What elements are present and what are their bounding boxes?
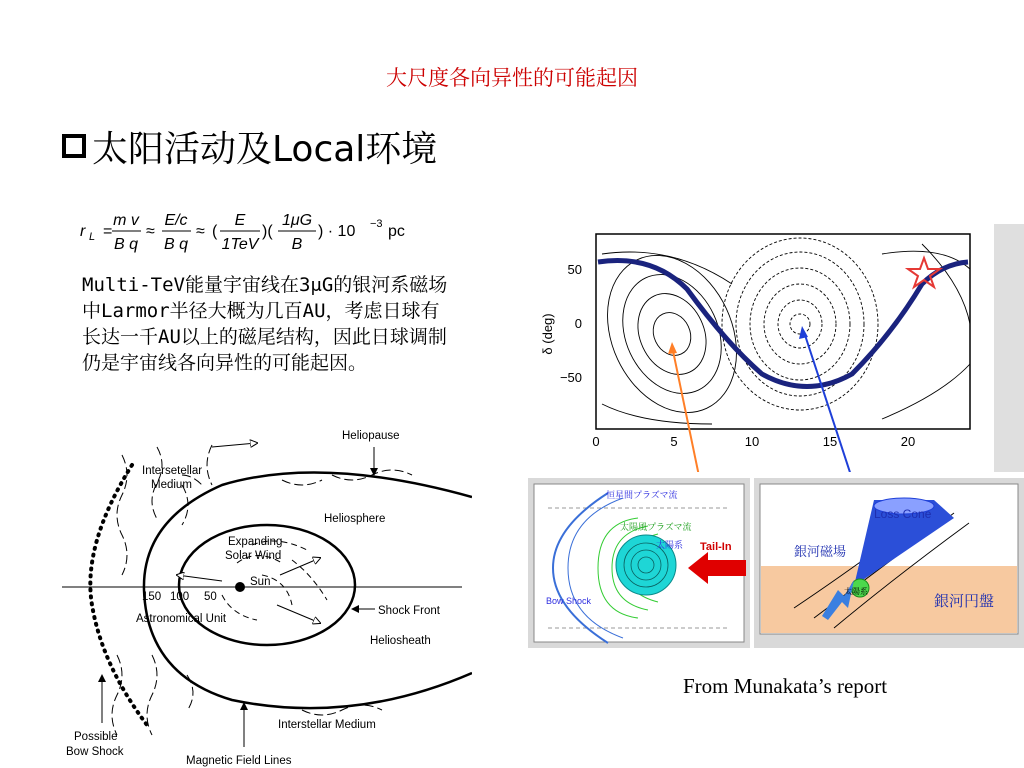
label-loss-cone: Loss Cone — [874, 507, 932, 521]
label-galactic-field: 銀河磁場 — [794, 544, 847, 559]
label-bow-shock: Bow Shock — [66, 746, 124, 758]
xtick-15: 15 — [822, 434, 838, 449]
formula-tail: ) · 10 — [318, 223, 356, 240]
label-heliopause: Heliopause — [342, 430, 400, 442]
credit-caption: From Munakata’s report — [683, 674, 888, 698]
formula-t1-den: B q — [113, 236, 139, 253]
ytick-50: 50 — [567, 262, 582, 277]
bullet-square-icon — [62, 134, 86, 158]
label-heliosphere: Heliosphere — [324, 513, 386, 525]
ytick-0: 0 — [574, 316, 582, 331]
formula-lhs-sub: L — [89, 231, 96, 243]
formula-unit: pc — [388, 223, 405, 240]
xtick-20: 20 — [900, 434, 916, 449]
svg-text:≈: ≈ — [196, 223, 205, 240]
label-heliosheath: Heliosheath — [370, 635, 431, 647]
label-interstellar-plasma: 恒星間プラズマ流 — [606, 490, 678, 500]
svg-text:≈: ≈ — [146, 223, 155, 240]
formula-t4-den: B — [291, 236, 303, 253]
sky-map-plot — [522, 224, 1024, 472]
label-solar-wind-plasma: 太陽風プラズマ流 — [620, 522, 692, 532]
xtick-0: 0 — [592, 434, 600, 449]
xtick-10: 10 — [744, 434, 760, 449]
label-tail-in: Tail-In — [700, 541, 732, 553]
label-sun: Sun — [250, 576, 271, 588]
svg-text:)(: )( — [262, 223, 273, 240]
formula-t1-num: m v — [113, 212, 139, 229]
svg-text:=: = — [103, 223, 113, 240]
label-possible: Possible — [74, 731, 118, 743]
formula-t2-num: E/c — [164, 212, 188, 229]
tick-150: 150 — [142, 591, 162, 603]
ytick-neg50: −50 — [559, 370, 582, 385]
formula-t3-den: 1TeV — [221, 236, 259, 253]
label-intersetellar: Intersetellar — [142, 465, 203, 477]
y-axis-label: δ (deg) — [540, 313, 555, 355]
label-magnetic-field-lines: Magnetic Field Lines — [186, 755, 292, 767]
label-interstellar-medium: Interstellar Medium — [278, 719, 376, 731]
label-galactic-disk: 銀河円盤 — [934, 593, 995, 610]
label-solar-wind: Solar Wind — [225, 550, 282, 562]
label-astronomical-unit: Astronomical Unit — [136, 613, 227, 625]
heliotail-panel — [528, 478, 750, 648]
slide-title: 大尺度各向异性的可能起因 — [386, 66, 638, 90]
formula-t3-num: E — [234, 212, 246, 229]
heliosphere-diagram — [62, 425, 472, 768]
bullet-heading — [62, 118, 437, 174]
svg-text:(: ( — [212, 223, 218, 240]
larmor-formula — [78, 205, 478, 257]
loss-cone-panel — [754, 478, 1024, 648]
bullet-text: 太阳活动及Local环境 — [92, 128, 438, 170]
formula-t4-num: 1μG — [281, 212, 313, 229]
xtick-5: 5 — [670, 434, 678, 449]
tick-50: 50 — [204, 591, 217, 603]
tick-100: 100 — [170, 591, 190, 603]
formula-lhs: r — [80, 223, 86, 240]
description-paragraph: Multi-TeV能量宇宙线在3μG的银河系磁场中Larmor半径大概为几百AU，考虑日球有长达一千AU以上的磁尾结构，因此日球调制仍是宇宙线各向异性的可能起因。 — [82, 274, 448, 374]
label-bow-shock-panel: Bow Shock — [546, 596, 592, 606]
label-shock-front: Shock Front — [378, 605, 440, 617]
formula-t2-den: B q — [163, 236, 189, 253]
label-solar-system-left: 太陽系 — [656, 540, 684, 550]
label-solar-system-right: 太陽系 — [844, 587, 868, 596]
label-medium: Medium — [151, 479, 192, 491]
formula-exponent: −3 — [370, 218, 383, 230]
label-expanding: Expanding — [228, 536, 283, 548]
